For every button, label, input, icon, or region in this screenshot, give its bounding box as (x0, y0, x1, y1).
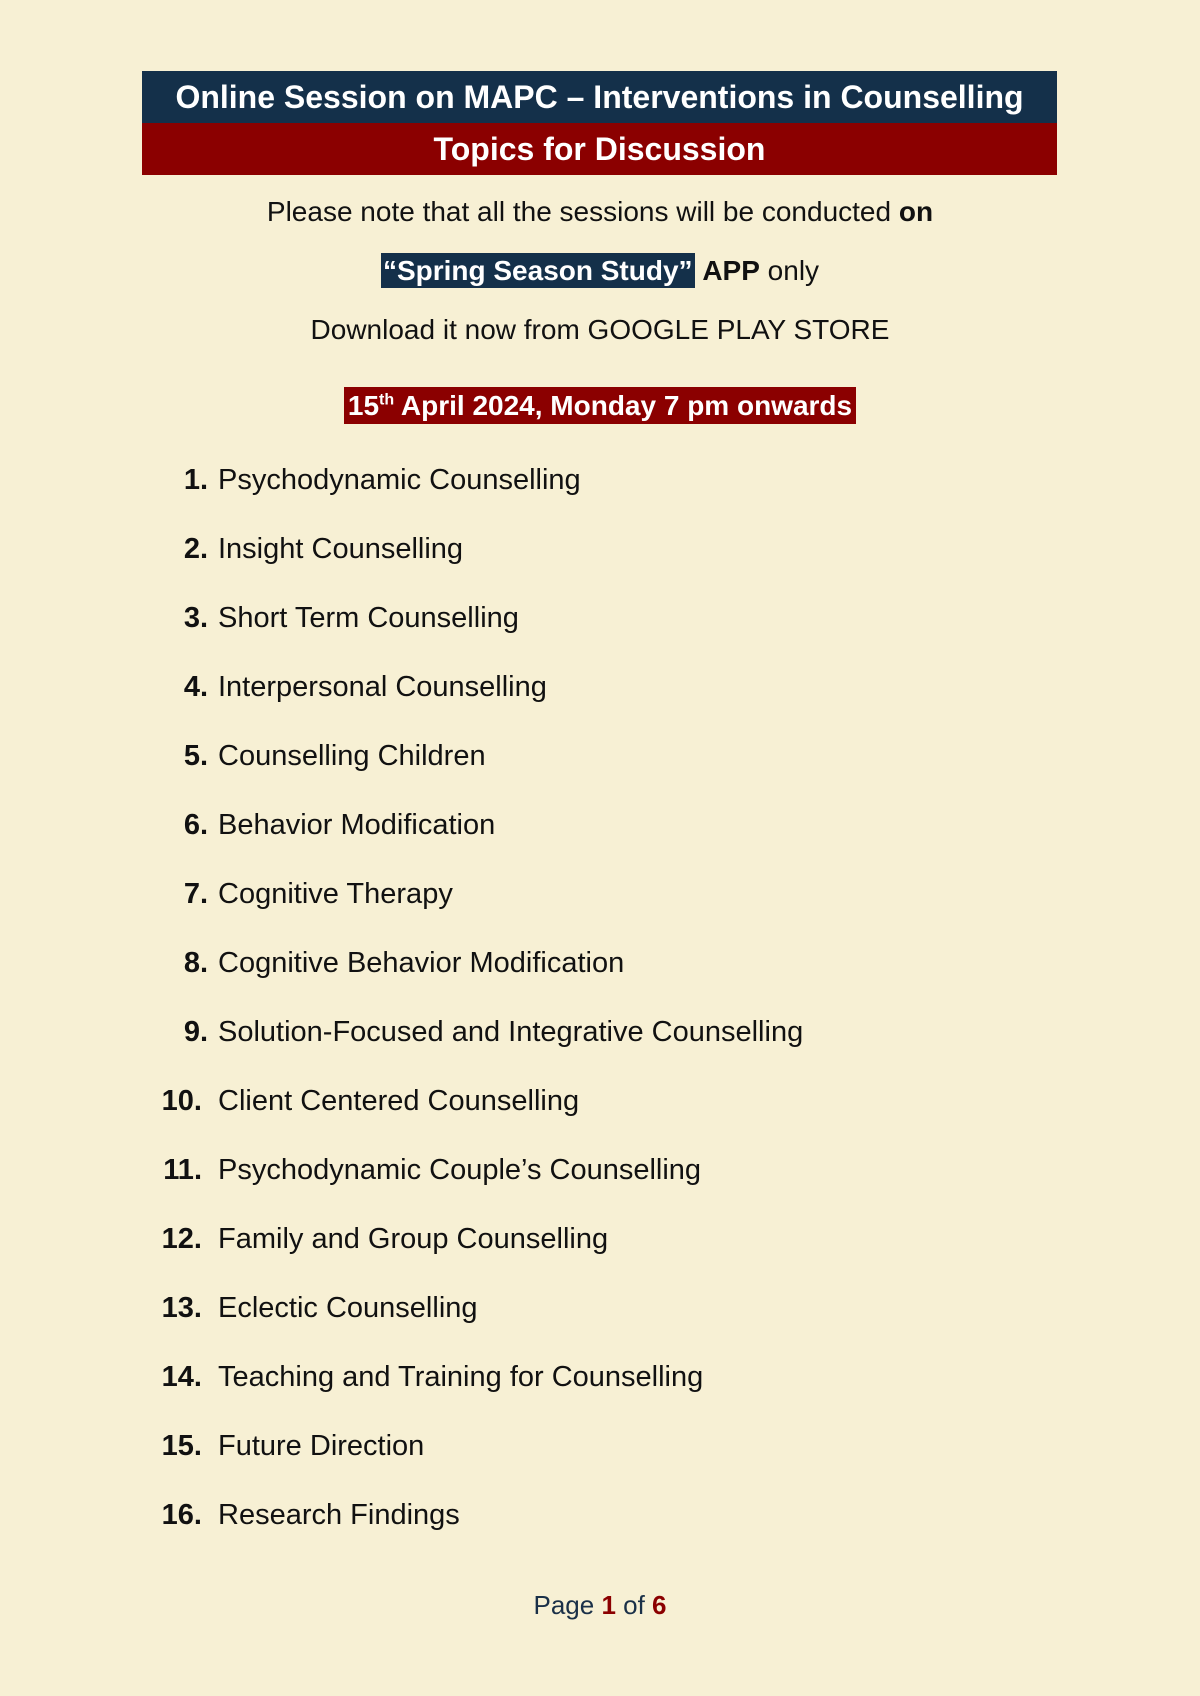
topic-text: Cognitive Behavior Modification (218, 947, 625, 979)
topic-item (0, 1416, 1200, 1485)
topic-item (0, 795, 1200, 864)
topic-number: 4. (183, 671, 208, 703)
app-suffix-text: only (759, 255, 820, 286)
topic-item (0, 864, 1200, 933)
topic-text: Interpersonal Counselling (218, 671, 547, 703)
topic-item (0, 450, 1200, 519)
topic-number: 5. (183, 740, 208, 772)
notice-line-2 (0, 255, 1200, 287)
footer-current-page: 1 (601, 1590, 616, 1620)
topic-item (0, 726, 1200, 795)
notice-line-1-bold: on (898, 196, 934, 227)
topic-item (0, 1347, 1200, 1416)
topic-text: Insight Counselling (218, 533, 464, 565)
topic-text: Client Centered Counselling (218, 1085, 580, 1117)
notice-line-1 (0, 196, 1200, 228)
topic-number: 13. (161, 1292, 202, 1324)
topic-number: 15. (161, 1430, 202, 1462)
topic-number: 2. (183, 533, 208, 565)
topic-item (0, 1071, 1200, 1140)
topic-item (0, 1485, 1200, 1554)
topic-text: Cognitive Therapy (218, 878, 453, 910)
topic-text: Research Findings (218, 1499, 460, 1531)
topic-number: 6. (183, 809, 208, 841)
topic-text: Teaching and Training for Counselling (218, 1361, 704, 1393)
topic-item (0, 519, 1200, 588)
schedule-rest: April 2024, Monday 7 pm onwards (394, 390, 853, 421)
topic-number: 11. (163, 1154, 202, 1186)
topic-item (0, 1140, 1200, 1209)
topic-list (0, 450, 1200, 1554)
topic-item (0, 1278, 1200, 1347)
topic-number: 9. (183, 1016, 208, 1048)
topic-text: Family and Group Counselling (218, 1223, 609, 1255)
app-suffix-bold: APP (702, 255, 760, 286)
footer-page-label: Page (533, 1590, 602, 1620)
schedule-date-highlight (344, 387, 856, 424)
topic-text: Short Term Counselling (218, 602, 519, 634)
document-subtitle: Topics for Discussion (142, 123, 1057, 175)
app-name-highlight: “Spring Season Study” (382, 255, 693, 286)
topic-item (0, 657, 1200, 726)
topic-text: Counselling Children (218, 740, 486, 772)
schedule-day: 15 (347, 390, 380, 421)
topic-text: Behavior Modification (218, 809, 496, 841)
notice-line-1-text: Please note that all the sessions will be conducted (266, 196, 899, 227)
topic-text: Solution-Focused and Integrative Counselling (218, 1016, 804, 1048)
topic-item (0, 1002, 1200, 1071)
topic-text: Eclectic Counselling (218, 1292, 478, 1324)
page-footer (0, 1590, 1200, 1621)
document-title: Online Session on MAPC – Interventions in Counselling (142, 71, 1057, 123)
footer-total-pages: 6 (652, 1590, 667, 1620)
schedule-ordinal: th (379, 391, 395, 409)
topic-item (0, 588, 1200, 657)
topic-number: 7. (183, 878, 208, 910)
topic-item (0, 933, 1200, 1002)
notice-line-3: Download it now from GOOGLE PLAY STORE (310, 314, 890, 345)
header-box (142, 71, 1057, 175)
topic-text: Future Direction (218, 1430, 425, 1462)
topic-text: Psychodynamic Counselling (218, 464, 581, 496)
topic-text: Psychodynamic Couple’s Counselling (218, 1154, 702, 1186)
schedule-line (0, 390, 1200, 422)
topic-number: 1. (183, 464, 208, 496)
topic-number: 12. (161, 1223, 202, 1255)
topic-item (0, 1209, 1200, 1278)
topic-number: 8. (183, 947, 208, 979)
topic-number: 16. (161, 1499, 202, 1531)
topic-number: 10. (161, 1085, 202, 1117)
topic-number: 3. (183, 602, 208, 634)
topic-number: 14. (161, 1361, 202, 1393)
footer-of-label: of (615, 1590, 653, 1620)
